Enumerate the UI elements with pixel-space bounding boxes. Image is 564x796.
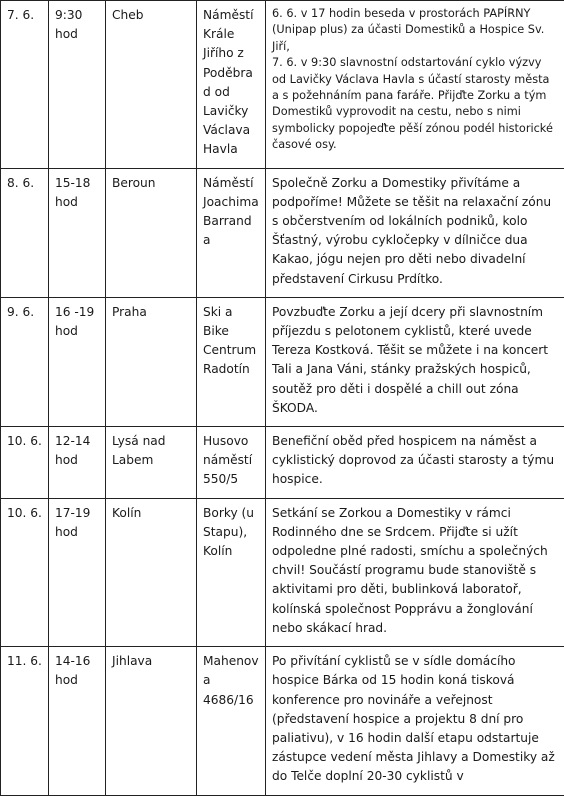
table-row <box>1 647 564 795</box>
date-cell: 11. 6. <box>1 647 49 795</box>
description-line: 6. 6. v 17 hodin beseda v prostorách PAPÍRNY (Unipap plus) za účasti Domestiků a Hospice Sv. Jiří, <box>272 6 558 55</box>
city-cell: Lysá nad Labem <box>106 427 197 499</box>
place-cell: Náměstí Joachima Barranda <box>197 168 266 297</box>
description-cell <box>266 427 564 499</box>
description-cell <box>266 297 564 426</box>
table-row <box>1 1 564 169</box>
table-row <box>1 498 564 646</box>
time-cell: 15-18 hod <box>49 168 106 297</box>
description-line: Setkání se Zorkou a Domestiky v rámci Rodinného dne se Srdcem. Přijďte si užít odpoledne plné radosti, smíchu a společných chvil! Součástí programu bude stanoviště s aktivitami pro děti, bublinková laboratoř, kolínská společnost Popprávu a žonglování nebo skákací hrad. <box>272 504 558 638</box>
description-cell <box>266 1 564 169</box>
time-cell: 14-16 hod <box>49 647 106 795</box>
date-cell: 10. 6. <box>1 498 49 646</box>
description-line: Společně Zorku a Domestiky přivítáme a podpoříme! Můžete se těšit na relaxační zónu s občerstvením od lokálních podniků, kolo Šťastný, výrobu cykločepky v dílničce dua Kakao, jógu nejen pro děti nebo divadelní představení Cirkusu Prdítko. <box>272 174 558 289</box>
city-cell: Kolín <box>106 498 197 646</box>
date-cell: 10. 6. <box>1 427 49 499</box>
table-row <box>1 297 564 426</box>
description-line: Povzbuďte Zorku a její dcery při slavnostním příjezdu s pelotonem cyklistů, které uvede Tereza Kostková. Těšit se můžete i na koncert Tali a Jana Váni, stánky pražských hospiců, soutěž pro děti i dospělé a chill out zóna ŠKODA. <box>272 303 558 418</box>
description-line: Benefiční oběd před hospicem na náměst a cyklistický doprovod za účasti starosty a týmu hospice. <box>272 432 558 490</box>
date-cell: 8. 6. <box>1 168 49 297</box>
table-row <box>1 168 564 297</box>
time-cell: 9:30 hod <box>49 1 106 169</box>
place-cell: Ski a Bike Centrum Radotín <box>197 297 266 426</box>
date-cell: 7. 6. <box>1 1 49 169</box>
date-cell: 9. 6. <box>1 297 49 426</box>
description-cell <box>266 498 564 646</box>
city-cell: Cheb <box>106 1 197 169</box>
description-line: Po přivítání cyklistů se v sídle domácího hospice Bárka od 15 hodin koná tisková konference pro novináře a veřejnost (představení hospice a projektu 8 dní pro paliativu), v 16 hodin další etapu odstartuje zástupce vedení města Jihlavy a Domestiky až do Telče doplní 20-30 cyklistů v <box>272 652 558 786</box>
city-cell: Beroun <box>106 168 197 297</box>
place-cell: Husovo náměstí 550/5 <box>197 427 266 499</box>
table-row <box>1 427 564 499</box>
time-cell: 16 -19 hod <box>49 297 106 426</box>
description-cell <box>266 647 564 795</box>
place-cell: Borky (u Stapu), Kolín <box>197 498 266 646</box>
city-cell: Praha <box>106 297 197 426</box>
city-cell: Jihlava <box>106 647 197 795</box>
place-cell: Mahenova 4686/16 <box>197 647 266 795</box>
place-cell: Náměstí Krále Jiřího z Poděbrad od Lavičky Václava Havla <box>197 1 266 169</box>
time-cell: 17-19 hod <box>49 498 106 646</box>
time-cell: 12-14 hod <box>49 427 106 499</box>
description-cell <box>266 168 564 297</box>
description-line: 7. 6. v 9:30 slavnostní odstartování cyklo výzvy od Lavičky Václava Havla s účastí starosty města a s požehnáním pana faráře. Přijďte Zorku a tým Domestiků vyprovodit na cestu, nebo s nimi symbolicky popojeďte pěší zónou podél historické časové osy. <box>272 55 558 153</box>
